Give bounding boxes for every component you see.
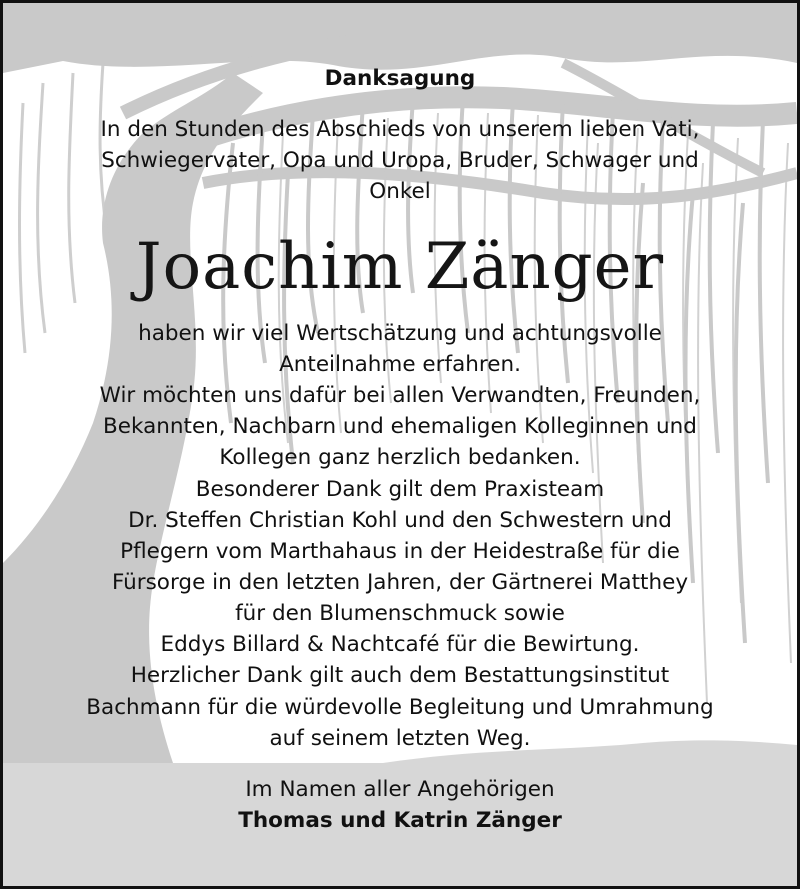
body-line: Besonderer Dank gilt dem Praxisteam [195,477,605,502]
intro-line: Onkel [369,179,431,204]
body-line: Bachmann für die würdevolle Begleitung und Umrahmung [86,695,714,720]
body-line: Kollegen ganz herzlich bedanken. [219,445,581,470]
heading: Danksagung [324,66,476,91]
signatories: Thomas und Katrin Zänger [238,808,562,833]
deceased-name: Joachim Zänger [135,230,665,304]
body-line: haben wir viel Wertschätzung und achtungsvolle [138,321,662,346]
body-line: Wir möchten uns dafür bei allen Verwandten, Freunden, [99,383,701,408]
intro-line: Schwiegervater, Opa und Uropa, Bruder, Schwager und [101,148,699,173]
body-line: Herzlicher Dank gilt auch dem Bestattungsinstitut [130,663,670,688]
closing-line: Im Namen aller Angehörigen [245,777,555,802]
body-line: Anteilnahme erfahren. [279,352,521,377]
body-line: für den Blumenschmuck sowie [235,601,565,626]
body-line: Dr. Steffen Christian Kohl und den Schwestern und [128,508,672,533]
body-line: Bekannten, Nachbarn und ehemaligen Kolleginnen und [103,414,697,439]
body-line: auf seinem letzten Weg. [269,726,531,751]
body-line: Pflegern vom Marthahaus in der Heidestraße für die [120,539,680,564]
body-line: Eddys Billard & Nachtcafé für die Bewirtung. [160,632,640,657]
body-line: Fürsorge in den letzten Jahren, der Gärtnerei Matthey [111,570,689,595]
intro-line: In den Stunden des Abschieds von unserem lieben Vati, [100,117,700,142]
